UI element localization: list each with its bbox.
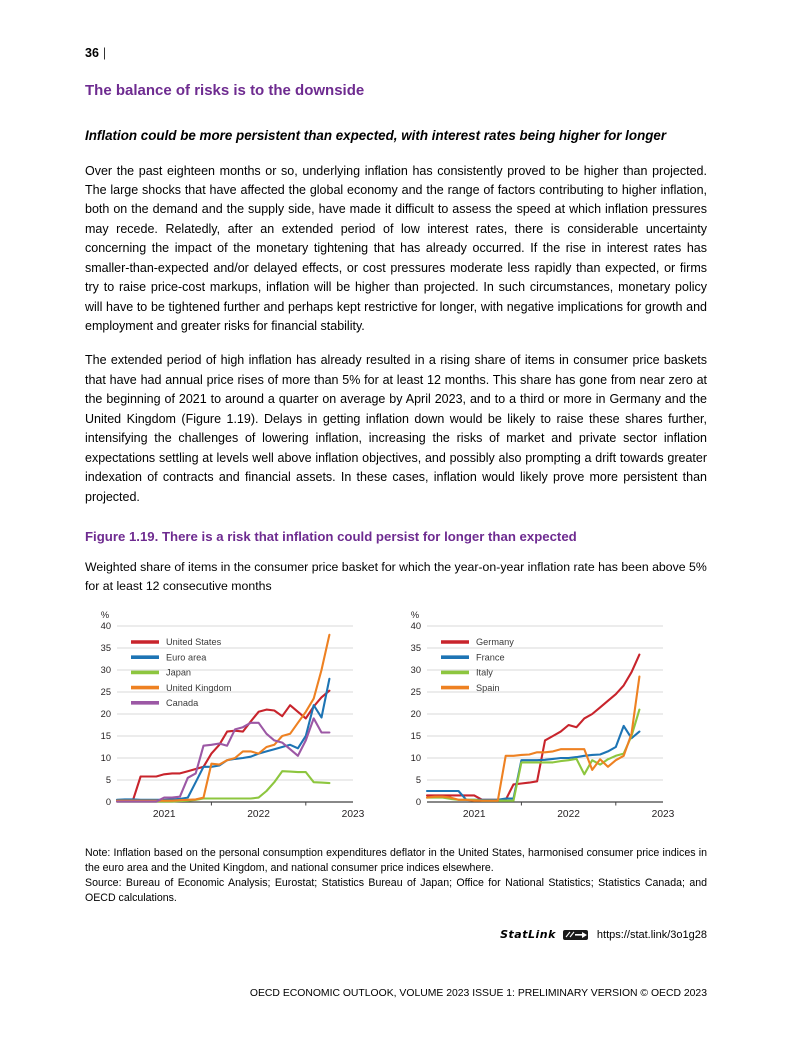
figure-charts bbox=[85, 608, 707, 820]
svg-text:France: France bbox=[476, 652, 505, 663]
body-paragraph-2: The extended period of high inflation has already resulted in a rising share of items in consumer price baskets that have had annual price rises of more than 5% for at least 12 months. This share has gone from near zero at the beginning of 2021 to around a quarter on average by April 2023, and to a third or more in Germany and the United Kingdom (Figure 1.19). Delays in getting inflation down would be likely to raise these shares further, intensifying the challenges of lowering inflation, increasing the risks of market and private sector inflation expectations settling at levels well above inflation objectives, and possibly also prompting a drift towards greater indexation of contracts and financial assets. In these cases, inflation would likely prove more persistent than projected. bbox=[85, 353, 707, 504]
page-number: 36 bbox=[85, 46, 99, 60]
svg-text:15: 15 bbox=[410, 731, 421, 742]
section-title: The balance of risks is to the downside bbox=[85, 82, 365, 99]
svg-text:Spain: Spain bbox=[476, 682, 500, 693]
svg-text:2023: 2023 bbox=[341, 808, 365, 820]
svg-text:0: 0 bbox=[415, 797, 421, 808]
svg-text:10: 10 bbox=[410, 753, 421, 764]
svg-text:30: 30 bbox=[410, 665, 421, 676]
svg-text:20: 20 bbox=[410, 709, 421, 720]
svg-text:40: 40 bbox=[100, 621, 111, 632]
svg-text:2023: 2023 bbox=[651, 808, 675, 820]
svg-text:Euro area: Euro area bbox=[166, 652, 207, 663]
svg-text:United States: United States bbox=[166, 637, 222, 648]
page-footer: OECD ECONOMIC OUTLOOK, VOLUME 2023 ISSUE 1: PRELIMINARY VERSION © OECD 2023 bbox=[249, 988, 707, 999]
svg-text:Italy: Italy bbox=[476, 667, 493, 678]
svg-text:30: 30 bbox=[100, 665, 111, 676]
svg-text:2021: 2021 bbox=[462, 808, 486, 820]
svg-text:2022: 2022 bbox=[247, 808, 270, 820]
svg-text:5: 5 bbox=[415, 775, 421, 786]
svg-text:Germany: Germany bbox=[476, 637, 514, 648]
svg-text:20: 20 bbox=[100, 709, 111, 720]
figure-notes bbox=[85, 846, 707, 906]
statlink-label: StatLink bbox=[500, 928, 556, 942]
svg-text:10: 10 bbox=[100, 753, 111, 764]
statlink-row bbox=[85, 928, 707, 941]
svg-text:%: % bbox=[410, 609, 420, 620]
statlink-icon bbox=[563, 929, 590, 941]
figure-subtitle: Weighted share of items in the consumer price basket for which the year-on-year inflation rate has been above 5% for at least 12 consecutive months bbox=[85, 560, 707, 593]
svg-text:15: 15 bbox=[100, 731, 111, 742]
statlink-url[interactable]: https://stat.link/3o1g28 bbox=[596, 928, 707, 941]
svg-text:2021: 2021 bbox=[152, 808, 176, 820]
svg-text:35: 35 bbox=[410, 643, 421, 654]
chart-right-european-economies bbox=[397, 608, 675, 820]
figure-note: Note: Inflation based on the personal consumption expenditures deflator in the United States, harmonised consumer price indices in the euro area and the United Kingdom, and national consumer price indices elsewhere. bbox=[85, 846, 707, 875]
svg-text:25: 25 bbox=[100, 687, 111, 698]
svg-text:5: 5 bbox=[105, 775, 111, 786]
chart-left-major-economies bbox=[87, 608, 365, 820]
svg-text:35: 35 bbox=[100, 643, 111, 654]
page-header bbox=[85, 46, 707, 60]
svg-text:United Kingdom: United Kingdom bbox=[166, 682, 232, 693]
svg-text:2022: 2022 bbox=[557, 808, 580, 820]
svg-text:%: % bbox=[100, 609, 110, 620]
figure-title: Figure 1.19. There is a risk that inflation could persist for longer than expected bbox=[85, 528, 577, 544]
svg-text:40: 40 bbox=[410, 621, 421, 632]
figure-source: Source: Bureau of Economic Analysis; Eurostat; Statistics Bureau of Japan; Office for National Statistics; Statistics Canada; and OECD calculations. bbox=[85, 877, 707, 905]
svg-text:0: 0 bbox=[105, 797, 111, 808]
svg-text:Japan: Japan bbox=[166, 667, 192, 678]
svg-text:Canada: Canada bbox=[166, 697, 199, 708]
body-paragraph-1: Over the past eighteen months or so, underlying inflation has consistently proved to be higher than projected. The large shocks that have affected the global economy and the range of factors contributing to higher inflation, both on the demand and the supply side, have made it difficult to assess the speed at which inflation pressures may recede. Relatedly, after an extended period of low interest rates, there is considerable uncertainty concerning the impact of the monetary tightening that has already occurred. If the rise in interest rates has smaller-than-expected and/or delayed effects, or cost pressures moderate less rapidly than expected, or firms try to raise price-cost markups, inflation will be higher than projected. In such circumstances, monetary policy will have to be tightened further and perhaps kept restrictive for longer, with negative implications for growth and employment and greater risks for financial stability. bbox=[85, 163, 707, 334]
page-number-separator: | bbox=[102, 46, 107, 60]
svg-text:25: 25 bbox=[410, 687, 421, 698]
section-subtitle: Inflation could be more persistent than expected, with interest rates being higher for longer bbox=[85, 127, 667, 143]
